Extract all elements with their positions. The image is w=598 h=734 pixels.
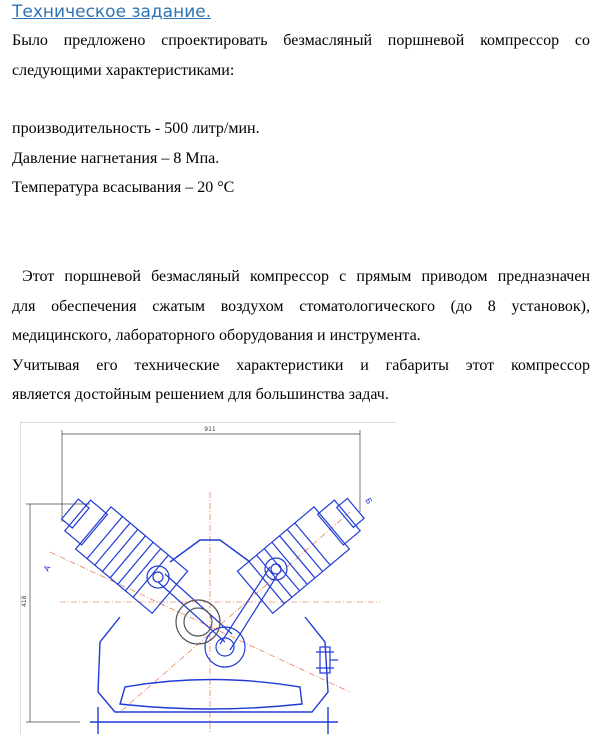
document-title: Техническое задание. [12, 2, 212, 22]
center-lines [50, 492, 380, 734]
desc-line-2: для обеспечения сжатым воздухом стоматологического (до 8 установок), [12, 298, 590, 315]
spec-temperature: Температура всасывания – 20 °С [12, 179, 235, 196]
desc-line-3: медицинского, лабораторного оборудования и инструмента. [12, 327, 421, 344]
dimension-height-label: 418 [21, 595, 28, 607]
spec-pressure: Давление нагнетания – 8 Мпа. [12, 150, 220, 167]
compressor-drawing [20, 422, 396, 734]
desc-line-1: Этот поршневой безмасляный компрессор с прямым приводом предназначен [12, 268, 590, 285]
intro-line-2: следующими характеристиками: [12, 62, 235, 79]
crankshaft [176, 600, 245, 667]
section-label-a: А [41, 563, 53, 573]
right-cylinder [237, 487, 373, 613]
dimension-lines [26, 430, 360, 722]
intro-line-1: Было предложено спроектировать безмасляный поршневой компрессор со [12, 32, 590, 49]
left-cylinder [53, 488, 188, 614]
section-label-b: Б [363, 496, 374, 506]
connecting-rods [147, 558, 287, 650]
dimension-width-label: 911 [204, 426, 216, 433]
desc-line-4: Учитывая его технические характеристики и габариты этот компрессор [12, 357, 590, 374]
desc-line-5: является достойным решением для большинства задач. [12, 386, 389, 403]
spec-capacity: производительность - 500 литр/мин. [12, 120, 260, 137]
